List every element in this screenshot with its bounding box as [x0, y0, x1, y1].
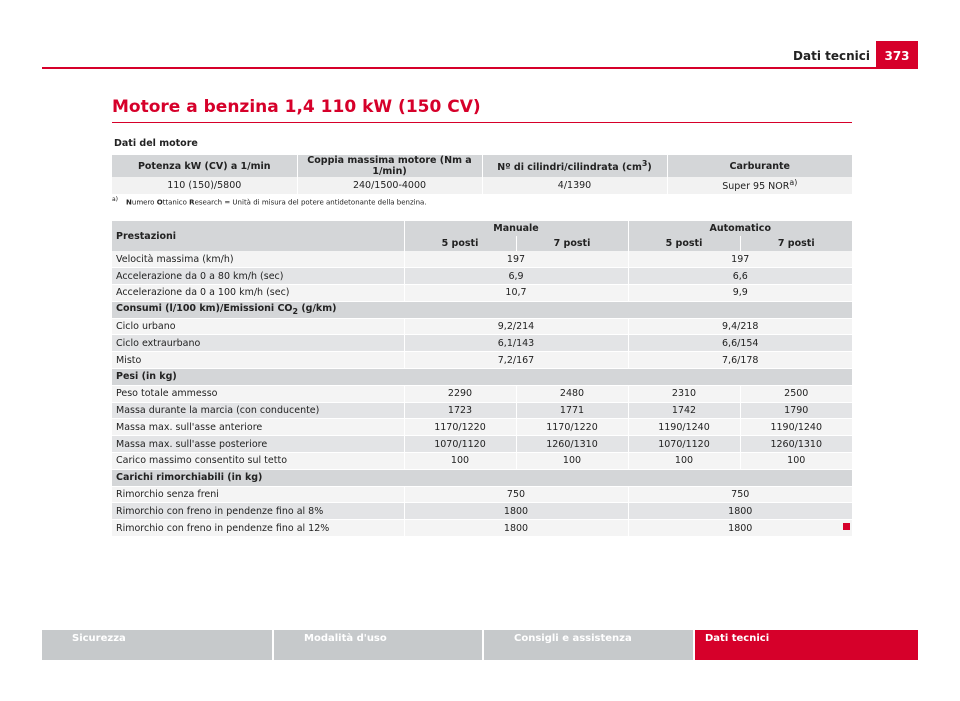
consumi-suffix: (g/km) [298, 303, 337, 315]
running-header-section: Dati tecnici [793, 49, 870, 63]
row-value-manual: 10,7 [404, 285, 628, 302]
row-value-auto: 6,6 [628, 268, 852, 285]
header-cylinders [482, 155, 667, 177]
footnote [112, 196, 427, 206]
sub-auto-7: 7 posti [740, 236, 852, 251]
engine-section-label: Dati del motore [114, 138, 198, 149]
row-value-manual: 7,2/167 [404, 352, 628, 369]
table-row [112, 318, 852, 335]
row-value-manual: 750 [404, 486, 628, 503]
row-value: 2290 [404, 385, 516, 402]
page-title: Motore a benzina 1,4 110 kW (150 CV) [112, 97, 481, 117]
table-row [112, 285, 852, 302]
value-fuel [667, 177, 852, 194]
sub-manual-7: 7 posti [516, 236, 628, 251]
table-row [112, 520, 852, 537]
header-cylinders-sup: 3 [641, 158, 648, 168]
row-value-auto: 750 [628, 486, 852, 503]
footnote-t2: ttanico [162, 198, 190, 207]
row-value-manual: 1800 [404, 503, 628, 520]
header-fuel: Carburante [667, 155, 852, 177]
performance-table [112, 221, 852, 537]
row-value: 1070/1120 [628, 436, 740, 453]
row-label: Rimorchio senza freni [112, 486, 404, 503]
row-value-auto: 9,9 [628, 285, 852, 302]
row-label: Misto [112, 352, 404, 369]
table-row [112, 268, 852, 285]
row-value: 1260/1310 [516, 436, 628, 453]
row-value: 1070/1120 [404, 436, 516, 453]
row-label: Massa durante la marcia (con conducente) [112, 402, 404, 419]
group-label-carichi: Carichi rimorchiabili (in kg) [112, 469, 852, 486]
value-torque: 240/1500-4000 [297, 177, 482, 194]
footer-tab-modalita-uso[interactable]: Modalità d'uso [274, 630, 482, 660]
row-value-manual: 197 [404, 251, 628, 268]
header-rule [42, 67, 918, 69]
row-label: Ciclo urbano [112, 318, 404, 335]
consumi-sub: 2 [292, 307, 299, 317]
table-row [112, 335, 852, 352]
group-row-carichi [112, 469, 852, 486]
footer-tab-consigli-assistenza[interactable]: Consigli e assistenza [484, 630, 693, 660]
sub-auto-5: 5 posti [628, 236, 740, 251]
table-row [112, 352, 852, 369]
row-value: 1170/1220 [516, 419, 628, 436]
row-value-manual: 9,2/214 [404, 318, 628, 335]
row-value-auto: 9,4/218 [628, 318, 852, 335]
footer-tab-sicurezza[interactable]: Sicurezza [42, 630, 272, 660]
row-value-auto: 1800 [628, 520, 852, 537]
value-fuel-text: Super 95 NOR [722, 181, 790, 193]
row-value: 2480 [516, 385, 628, 402]
row-value: 1170/1220 [404, 419, 516, 436]
row-label: Massa max. sull'asse posteriore [112, 436, 404, 453]
table-row [112, 402, 852, 419]
group-label-pesi: Pesi (in kg) [112, 369, 852, 386]
table-row [112, 385, 852, 402]
header-cylinders-close: ) [647, 162, 652, 174]
value-cylinders: 4/1390 [482, 177, 667, 194]
row-label: Peso totale ammesso [112, 385, 404, 402]
perf-header-row [112, 221, 852, 236]
row-value: 1790 [740, 402, 852, 419]
row-value-manual: 6,9 [404, 268, 628, 285]
table-row [112, 419, 852, 436]
table-row [112, 486, 852, 503]
row-label: Massa max. sull'asse anteriore [112, 419, 404, 436]
row-value-auto: 1800 [628, 503, 852, 520]
consumi-text: Consumi (l/100 km)/Emissioni CO [116, 303, 293, 315]
table-row [112, 453, 852, 470]
row-value: 1190/1240 [740, 419, 852, 436]
row-value: 100 [740, 453, 852, 470]
footnote-t1: umero [131, 198, 157, 207]
row-value: 1260/1310 [740, 436, 852, 453]
table-row [112, 251, 852, 268]
value-power: 110 (150)/5800 [112, 177, 297, 194]
sub-manual-5: 5 posti [404, 236, 516, 251]
group-label-consumi [112, 301, 852, 318]
row-value-auto: 197 [628, 251, 852, 268]
header-cylinders-text: Nº di cilindri/cilindrata (cm [497, 162, 642, 174]
header-torque: Coppia massima motore (Nm a 1/min) [297, 155, 482, 177]
value-fuel-sup: a) [789, 178, 798, 188]
footnote-t3: esearch = Unità di misura del potere antidetonante della benzina. [194, 198, 427, 207]
footer-tab-dati-tecnici[interactable]: Dati tecnici [695, 630, 918, 660]
row-label: Accelerazione da 0 a 80 km/h (sec) [112, 268, 404, 285]
row-value: 1190/1240 [628, 419, 740, 436]
row-value: 2310 [628, 385, 740, 402]
row-value-manual: 1800 [404, 520, 628, 537]
engine-data-table [112, 155, 852, 194]
row-value-auto: 7,6/178 [628, 352, 852, 369]
end-of-section-marker [843, 523, 850, 530]
table-row [112, 503, 852, 520]
row-label: Carico massimo consentito sul tetto [112, 453, 404, 470]
row-value: 1742 [628, 402, 740, 419]
header-prestazioni: Prestazioni [112, 221, 404, 251]
table-row [112, 436, 852, 453]
row-value-manual: 6,1/143 [404, 335, 628, 352]
group-row-consumi [112, 301, 852, 318]
header-power: Potenza kW (CV) a 1/min [112, 155, 297, 177]
row-value-auto: 6,6/154 [628, 335, 852, 352]
header-automatico: Automatico [628, 221, 852, 236]
row-value: 100 [516, 453, 628, 470]
row-label: Velocità massima (km/h) [112, 251, 404, 268]
footnote-b3: R [189, 198, 195, 207]
footnote-b2: O [156, 198, 163, 207]
footnote-marker: a) [112, 196, 119, 203]
page-number: 373 [876, 41, 918, 68]
row-label: Rimorchio con freno in pendenze fino al 8% [112, 503, 404, 520]
footnote-b1: N [126, 198, 132, 207]
row-label: Ciclo extraurbano [112, 335, 404, 352]
row-value: 100 [628, 453, 740, 470]
row-label: Rimorchio con freno in pendenze fino al 12% [112, 520, 404, 537]
engine-value-row [112, 177, 852, 194]
row-value: 1723 [404, 402, 516, 419]
title-rule [112, 122, 852, 123]
row-value: 2500 [740, 385, 852, 402]
engine-header-row [112, 155, 852, 177]
group-row-pesi [112, 369, 852, 386]
row-value: 1771 [516, 402, 628, 419]
row-label: Accelerazione da 0 a 100 km/h (sec) [112, 285, 404, 302]
header-manuale: Manuale [404, 221, 628, 236]
row-value: 100 [404, 453, 516, 470]
